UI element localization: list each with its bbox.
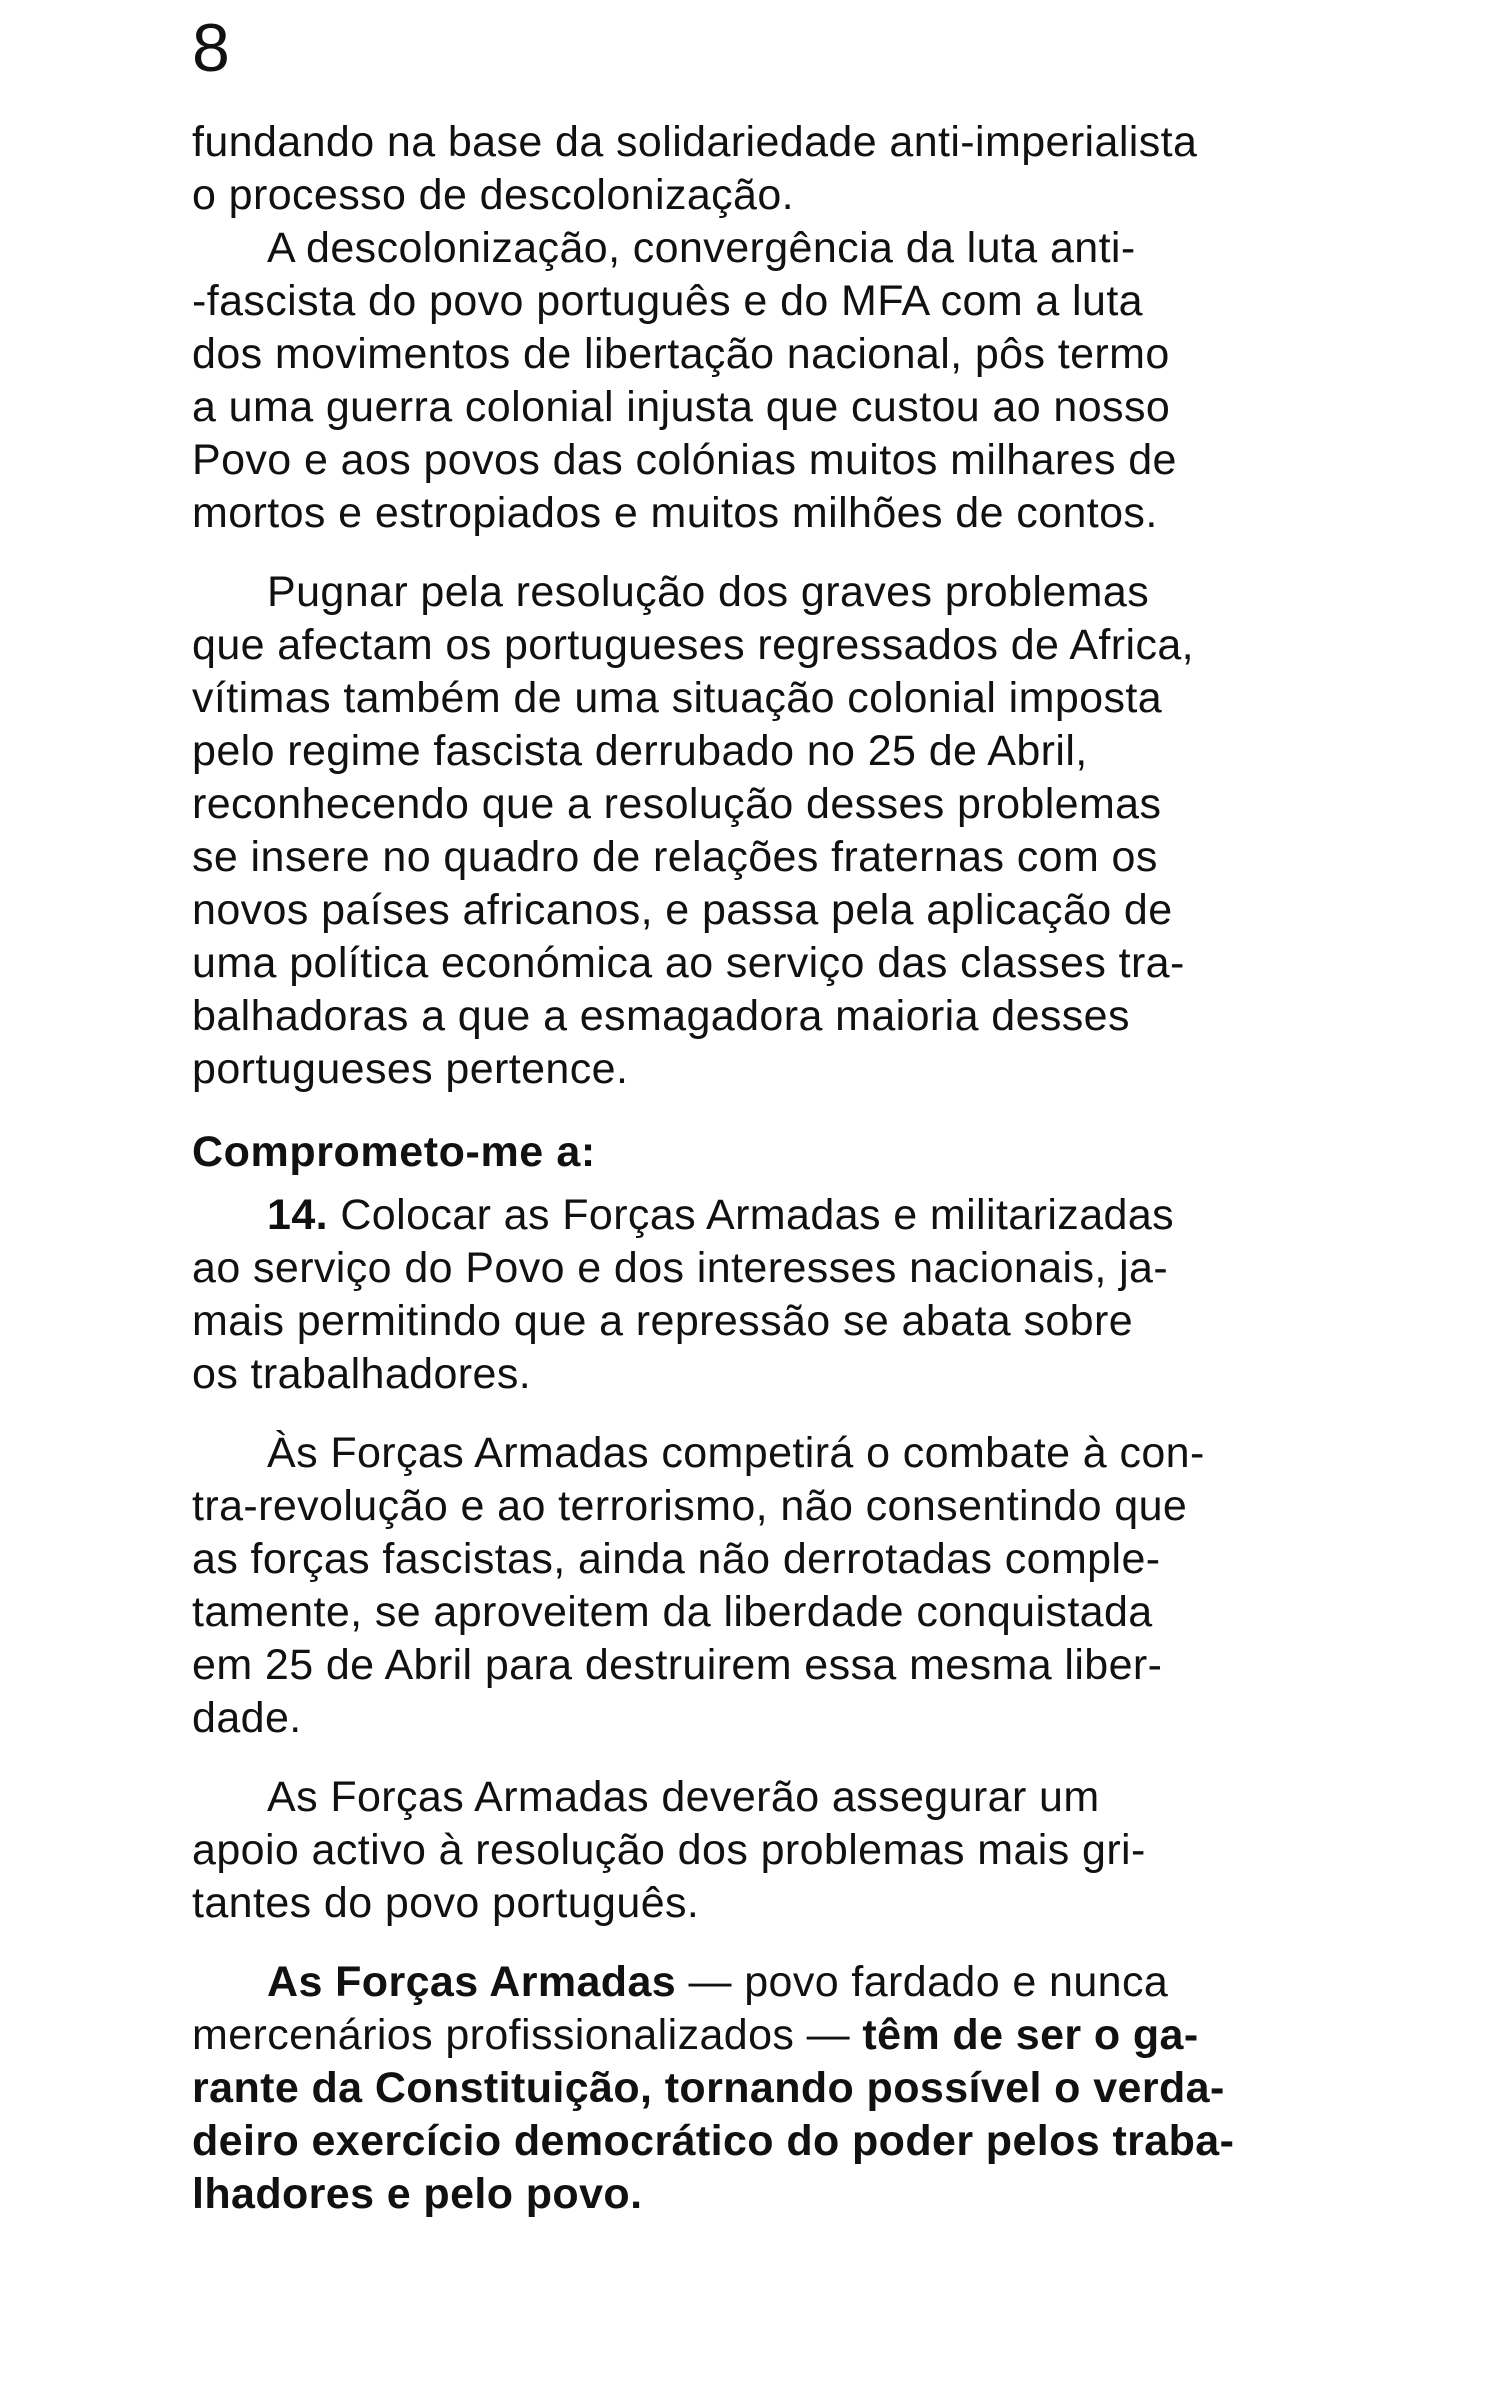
text-line: portugueses pertence. [192, 1045, 629, 1093]
counter-revolution-paragraph [192, 1427, 1379, 1745]
page-number: 8 [192, 10, 230, 86]
decolonization-paragraph [192, 222, 1379, 540]
text-line: tamente, se aproveitem da liberdade conquistada [192, 1588, 1153, 1636]
text-line: dos movimentos de libertação nacional, pôs termo [192, 330, 1170, 378]
intro-paragraph [192, 116, 1379, 222]
text-line: se insere no quadro de relações fraternas com os [192, 833, 1158, 881]
plain-phrase: mercenários profissionalizados — [192, 2011, 863, 2059]
text-line: deiro exercício democrático do poder pelos traba- [192, 2117, 1235, 2165]
text-line: Às Forças Armadas competirá o combate à con- [267, 1429, 1205, 1477]
page-body [192, 116, 1379, 2221]
text-line: uma política económica ao serviço das classes tra- [192, 939, 1185, 987]
text-line: tra-revolução e ao terrorismo, não consentindo que [192, 1482, 1188, 1530]
text-line: ao serviço do Povo e dos interesses nacionais, ja- [192, 1244, 1169, 1292]
text-line: mais permitindo que a repressão se abata sobre [192, 1297, 1134, 1345]
text-line: -fascista do povo português e do MFA com a luta [192, 277, 1143, 325]
text-line: mortos e estropiados e muitos milhões de contos. [192, 489, 1158, 537]
item-text: Colocar as Forças Armadas e militarizadas [340, 1191, 1175, 1239]
text-line [192, 1956, 1379, 2009]
text-line: lhadores e pelo povo. [192, 2170, 643, 2218]
text-line: Pugnar pela resolução dos graves problemas [267, 568, 1150, 616]
text-line [192, 1189, 1379, 1242]
commitment-heading: Comprometo-me a: [192, 1128, 596, 1176]
text-line: os trabalhadores. [192, 1350, 532, 1398]
text-line [192, 2009, 1379, 2062]
text-line: dade. [192, 1694, 302, 1742]
returnees-paragraph [192, 566, 1379, 1096]
text-line: apoio activo à resolução dos problemas mais gri- [192, 1826, 1146, 1874]
text-line: tantes do povo português. [192, 1879, 700, 1927]
text-line: que afectam os portugueses regressados de Africa, [192, 621, 1195, 669]
guarantor-paragraph [192, 1956, 1379, 2221]
text-line: rante da Constituição, tornando possível o verda- [192, 2064, 1225, 2112]
text-line: fundando na base da solidariedade anti-imperialista [192, 118, 1198, 166]
text-line: reconhecendo que a resolução desses problemas [192, 780, 1162, 828]
plain-phrase: — povo fardado e nunca [676, 1958, 1169, 2006]
text-line: as forças fascistas, ainda não derrotadas comple- [192, 1535, 1161, 1583]
bold-phrase: têm de ser o ga- [862, 2011, 1199, 2059]
item-number: 14. [267, 1191, 328, 1239]
text-line: a uma guerra colonial injusta que custou ao nosso [192, 383, 1171, 431]
text-line: pelo regime fascista derrubado no 25 de Abril, [192, 727, 1088, 775]
text-line: A descolonização, convergência da luta anti- [267, 224, 1136, 272]
item-14-paragraph [192, 1189, 1379, 1401]
text-line: vítimas também de uma situação colonial imposta [192, 674, 1163, 722]
support-paragraph [192, 1771, 1379, 1930]
text-line: em 25 de Abril para destruirem essa mesma liber- [192, 1641, 1163, 1689]
text-line: Povo e aos povos das colónias muitos milhares de [192, 436, 1177, 484]
bold-phrase: As Forças Armadas [267, 1958, 677, 2006]
text-line: novos países africanos, e passa pela aplicação de [192, 886, 1173, 934]
text-line: balhadoras a que a esmagadora maioria desses [192, 992, 1130, 1040]
text-line: o processo de descolonização. [192, 171, 795, 219]
text-line: As Forças Armadas deverão assegurar um [267, 1773, 1100, 1821]
